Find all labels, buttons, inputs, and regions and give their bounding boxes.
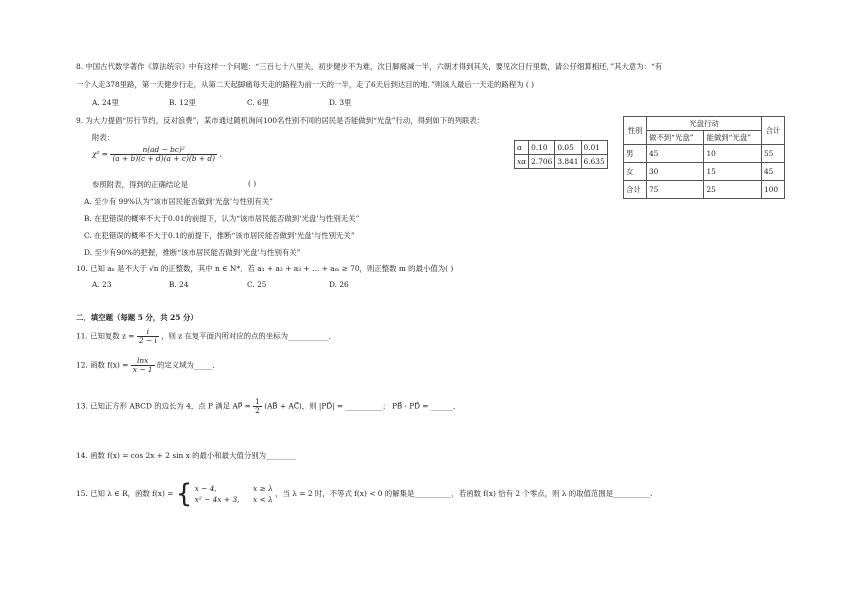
q10-option-d: D. 26: [329, 280, 349, 289]
alpha-critical-table: [514, 140, 608, 169]
table-cell: 45: [761, 163, 784, 181]
alpha-row: [515, 141, 608, 155]
q9-formula-lhs: χ² =: [92, 149, 108, 159]
q11-fraction: [137, 328, 159, 345]
q9-formula-numerator: n(ad − bc)²: [110, 146, 217, 155]
q9-conclusion: 参照附表，得到的正确结论是: [92, 180, 189, 189]
q13-numerator: 1: [255, 397, 260, 406]
alpha-cell: 0.01: [581, 141, 607, 155]
q13-fraction: [253, 398, 262, 415]
alpha-cell: α: [515, 141, 529, 155]
q14: 14. 函数 f(x) = cos 2x + 2 sin x 的最小和最大值分别为________: [76, 451, 296, 460]
q9-stem: 9. 为大力提倡“厉行节约，反对浪费”，某市通过随机询问100名性别不同的居民是否能做到“光盘”行动，得到如下的列联表：: [76, 116, 485, 125]
q15-pre: 15. 已知 λ ∈ R，函数 f(x) =: [76, 489, 174, 498]
q9-formula-comma: ,: [219, 149, 222, 159]
q15-post: ，当 λ = 2 时，不等式 f(x) < 0 的解集是__________．若函数 f(x) 恰有 2 个零点，则 λ 的取值范围是__________.: [275, 489, 653, 498]
col-cannot-header: 做不到“光盘”: [646, 131, 704, 145]
total-header: 合计: [761, 117, 784, 145]
q13-post: (AB⃗ + AC⃗)，则 |PD⃗| = __________； PB⃗ · PD⃗ = ______．: [264, 401, 461, 411]
q11-denominator: 2 − i: [138, 336, 157, 346]
q15-case2-cond: x < λ: [253, 495, 273, 504]
q8-line2: 一个人走378里路，第一天健步行走，从第二天起脚痛每天走的路程为前一天的一半，走了6天后到达目的地．”则该人最后一天走的路程为 ( ): [76, 80, 535, 89]
table-cell: 25: [704, 181, 762, 199]
gender-header: 性别: [624, 117, 647, 145]
table-cell: 75: [646, 181, 704, 199]
q8-option-d: D. 3里: [329, 98, 352, 107]
q12-fraction: [131, 357, 155, 374]
critical-cell: 6.635: [581, 155, 607, 169]
q12: [76, 357, 220, 374]
q9-formula: [92, 146, 222, 163]
table-row: [624, 181, 785, 199]
q13: [76, 398, 460, 415]
q9-formula-fraction: [110, 146, 217, 163]
table-cell: 100: [761, 181, 784, 199]
q10-option-a: A. 23: [92, 280, 112, 289]
q12-denominator: x − 1: [132, 365, 153, 375]
q8-option-a: A. 24里: [92, 98, 119, 107]
q9-option-a: A. 至少有 99%认为“该市居民能否做到‘光盘’与性别有关”: [84, 197, 273, 206]
alpha-cell: 0.10: [529, 141, 555, 155]
table-cell: 10: [704, 145, 762, 163]
q15-case1-cond: x ≥ λ: [253, 483, 273, 493]
contingency-table: [623, 116, 785, 199]
q11-numerator: i: [137, 328, 159, 337]
q9-option-b: B. 在犯错误的概率不大于0.01的前提下，认为“该市居民能否做到‘光盘’与性别无关”: [84, 214, 360, 223]
table-cell: 15: [704, 163, 762, 181]
q12-pre: 12. 函数 f(x) =: [76, 360, 129, 370]
critical-cell: xα: [515, 155, 529, 169]
q12-post: 的定义域为_____．: [156, 360, 220, 370]
q10-stem: 10. 已知 aₙ 是不大于 √n 的正整数，其中 n ∈ N*．若 a₁ + a₂ + a₃ + … + aₘ ≥ 70，则正整数 m 的最小值为( ): [76, 264, 454, 273]
q10-option-b: B. 24: [169, 280, 189, 289]
row-label: 合计: [624, 181, 647, 199]
q9-appendix-label: 附表：: [92, 133, 115, 142]
q9-formula-denominator: (a + b)(c + d)(a + c)(b + d): [112, 154, 215, 164]
q15-case-row: [195, 494, 273, 505]
q13-pre: 13. 已知正方形 ABCD 的边长为 4，点 P 满足 AP⃗ =: [76, 401, 251, 411]
q8-option-b: B. 12里: [169, 98, 196, 107]
alpha-cell: 0.05: [555, 141, 581, 155]
critical-cell: 2.706: [529, 155, 555, 169]
q8-line1: 8. 中国古代数学著作《算法统宗》中有这样一个问题：“三百七十八里关，初步健步不为难，次日脚痛减一半，六朝才得到其关，要见次日行里数，请公仔细算相还．”其大意为：“有: [76, 62, 663, 71]
section-heading: 二．填空题（每题 5 分，共 25 分）: [76, 313, 198, 322]
q9-paren: ( ): [248, 179, 257, 188]
q15-case1-expr: x − 4,: [194, 483, 217, 493]
q15: [76, 481, 652, 507]
critical-value-row: [515, 155, 608, 169]
left-brace-icon: {: [175, 479, 193, 509]
table-cell: 30: [646, 163, 704, 181]
table-row: [624, 145, 785, 163]
q8-option-c: C. 6里: [247, 98, 270, 107]
q11: [76, 328, 336, 345]
contingency-header-row: [624, 117, 785, 131]
q15-cases: [195, 483, 273, 505]
q13-denominator: 2: [255, 406, 260, 416]
row-label: 女: [624, 163, 647, 181]
q15-case2-expr: x² − 4x + 3,: [194, 495, 240, 504]
row-label: 男: [624, 145, 647, 163]
table-cell: 45: [646, 145, 704, 163]
col-can-header: 能做到“光盘”: [704, 131, 762, 145]
table-row: [624, 163, 785, 181]
table-cell: 55: [761, 145, 784, 163]
action-header: 光盘行动: [646, 117, 761, 131]
q11-post: ，则 z 在复平面内所对应的点的坐标为___________．: [161, 331, 337, 341]
contingency-subheader-row: [624, 131, 785, 145]
q9-option-c: C. 在犯错误的概率不大于0.1的前提下，推断“该市居民能否做到‘光盘’与性别无关”: [84, 231, 355, 240]
q15-case-row: [195, 483, 273, 494]
q9-option-d: D. 至少有90%的把握，推断“该市居民能否做到‘光盘’与性别有关”: [84, 248, 301, 257]
q12-numerator: lnx: [131, 357, 155, 366]
q11-pre: 11. 已知复数 z =: [76, 331, 135, 341]
q10-option-c: C. 25: [247, 280, 267, 289]
critical-cell: 3.841: [555, 155, 581, 169]
